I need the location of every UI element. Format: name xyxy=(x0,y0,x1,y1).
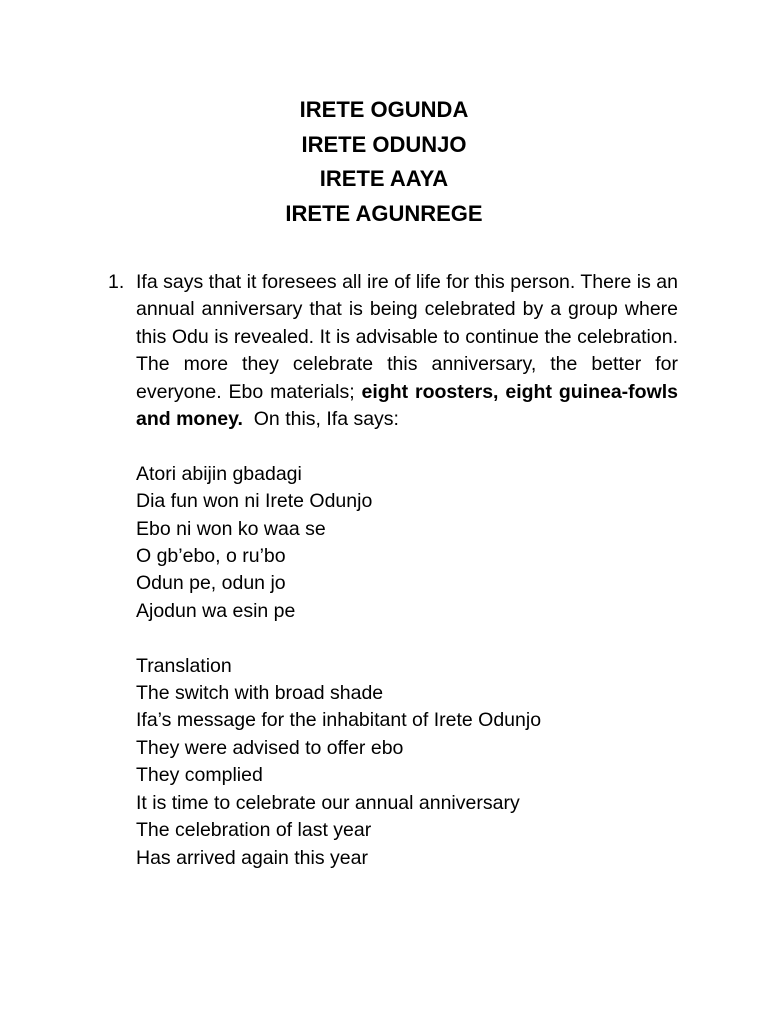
translation-line: The celebration of last year xyxy=(136,819,372,842)
list-item-body xyxy=(136,269,678,872)
title-line-4: IRETE AGUNREGE xyxy=(285,200,483,226)
verse-line: Dia fun won ni Irete Odunjo xyxy=(136,490,373,513)
verse-line: O gb’ebo, o ru’bo xyxy=(136,545,286,568)
translation-line: It is time to celebrate our annual anniversary xyxy=(136,791,520,814)
paragraph-bold-text: eight roosters, eight guinea-fowls and money. xyxy=(136,380,679,431)
paragraph-text-before-bold: Ifa says that it foresees all ire of life for this person. There is an annual anniversary that is being celebrated by a group where this Odu is revealed. It is advisable to continue the celebration. The more they celebrate this anniversary, the better for everyone. Ebo materials; xyxy=(136,271,678,403)
verse-block xyxy=(136,461,678,625)
translation-line: Ifa’s message for the inhabitant of Irete Odunjo xyxy=(136,709,542,732)
translation-block xyxy=(136,653,678,872)
title-line-3: IRETE AAYA xyxy=(319,166,449,191)
verse-line: Ebo ni won ko waa se xyxy=(136,517,326,540)
title-block xyxy=(0,93,768,231)
translation-line: The switch with broad shade xyxy=(136,682,384,705)
title-line-1: IRETE OGUNDA xyxy=(299,97,469,122)
translation-line: They complied xyxy=(136,764,263,787)
list-item-number: 1. xyxy=(108,271,125,293)
translation-line: They were advised to offer ebo xyxy=(136,736,404,759)
verse-line: Atori abijin gbadagi xyxy=(136,462,302,485)
body-paragraph xyxy=(136,269,678,433)
translation-line: Has arrived again this year xyxy=(136,846,368,869)
title-line-2: IRETE ODUNJO xyxy=(301,131,467,157)
verse-line: Ajodun wa esin pe xyxy=(136,599,296,622)
translation-heading: Translation xyxy=(136,654,232,677)
verse-line: Odun pe, odun jo xyxy=(136,572,286,595)
paragraph-text-after-bold: On this, Ifa says: xyxy=(242,408,399,431)
